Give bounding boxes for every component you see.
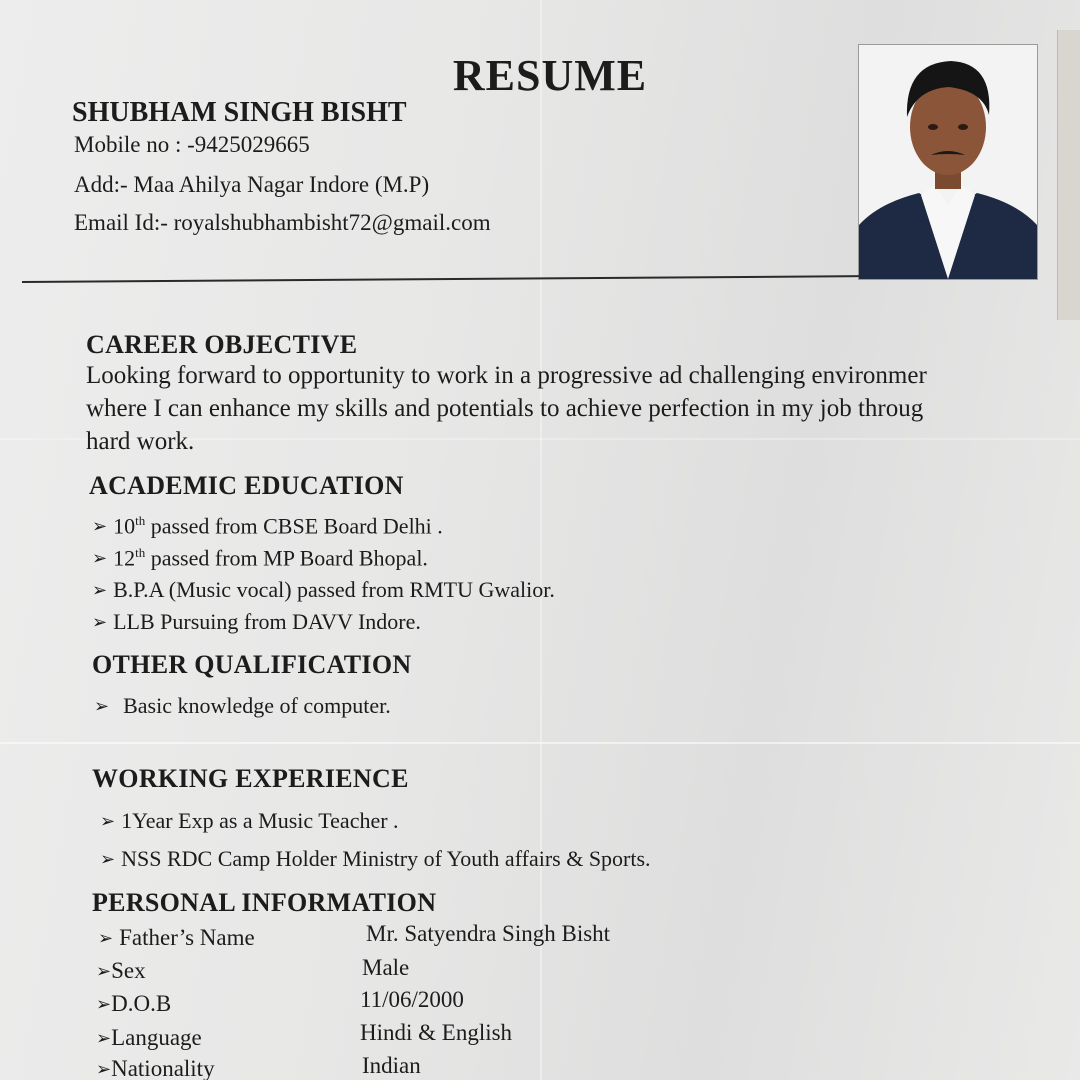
header-divider xyxy=(22,275,862,283)
arrowhead-icon: ➢ xyxy=(98,928,114,948)
personal-value: Indian xyxy=(362,1053,421,1078)
personal-value: Hindi & English xyxy=(360,1020,513,1045)
arrowhead-icon: ➢ xyxy=(94,696,110,716)
list-item: ➢ 1Year Exp as a Music Teacher . xyxy=(100,808,399,833)
arrowhead-icon: ➢ xyxy=(96,1059,112,1079)
arrowhead-icon: ➢ xyxy=(92,548,108,569)
arrowhead-icon: ➢ xyxy=(96,994,112,1014)
profile-photo xyxy=(858,44,1038,280)
personal-value: Male xyxy=(362,955,410,980)
arrowhead-icon: ➢ xyxy=(92,580,108,600)
objective-line: hard work. xyxy=(86,428,195,455)
list-item: ➢ NSS RDC Camp Holder Ministry of Youth affairs & Sports. xyxy=(100,846,651,871)
candidate-name: SHUBHAM SINGH BISHT xyxy=(72,97,407,128)
resume-title: RESUME xyxy=(452,51,648,100)
personal-value: Mr. Satyendra Singh Bisht xyxy=(366,921,611,946)
working-experience-heading: WORKING EXPERIENCE xyxy=(92,764,409,793)
career-objective-heading: CAREER OBJECTIVE xyxy=(86,330,358,359)
arrowhead-icon: ➢ xyxy=(100,811,116,831)
list-item: ➢ Basic knowledge of computer. xyxy=(94,693,391,718)
address: Add:- Maa Ahilya Nagar Indore (M.P) xyxy=(74,172,430,197)
arrowhead-icon: ➢ xyxy=(92,516,108,537)
email: Email Id:- royalshubhambisht72@gmail.com xyxy=(74,210,491,235)
list-item: ➢ 10th passed from CBSE Board Delhi . xyxy=(92,513,443,539)
academic-heading: ACADEMIC EDUCATION xyxy=(89,471,404,500)
paper-fold xyxy=(540,0,542,1080)
personal-label: ➢D.O.B xyxy=(96,991,172,1016)
personal-value: 11/06/2000 xyxy=(360,987,464,1012)
list-item: ➢ LLB Pursuing from DAVV Indore. xyxy=(92,609,421,634)
personal-label: ➢Language xyxy=(96,1025,202,1050)
arrowhead-icon: ➢ xyxy=(96,1028,112,1048)
arrowhead-icon: ➢ xyxy=(100,849,116,869)
personal-information-heading: PERSONAL INFORMATION xyxy=(92,888,437,917)
arrowhead-icon: ➢ xyxy=(96,961,112,981)
personal-label: ➢ Father’s Name xyxy=(98,925,255,950)
objective-line: Looking forward to opportunity to work in a progressive ad challenging environmer xyxy=(86,362,927,389)
personal-label: ➢Sex xyxy=(96,958,146,983)
list-item: ➢ B.P.A (Music vocal) passed from RMTU Gwalior. xyxy=(92,577,555,602)
other-qualification-heading: OTHER QUALIFICATION xyxy=(92,650,412,679)
personal-label: ➢Nationality xyxy=(96,1056,215,1080)
objective-line: where I can enhance my skills and potentials to achieve perfection in my job throug xyxy=(86,395,924,422)
list-item: ➢ 12th passed from MP Board Bhopal. xyxy=(92,545,428,571)
person-photo-icon xyxy=(859,45,1037,279)
mobile-number: Mobile no : -9425029665 xyxy=(74,132,310,157)
arrowhead-icon: ➢ xyxy=(92,612,108,632)
